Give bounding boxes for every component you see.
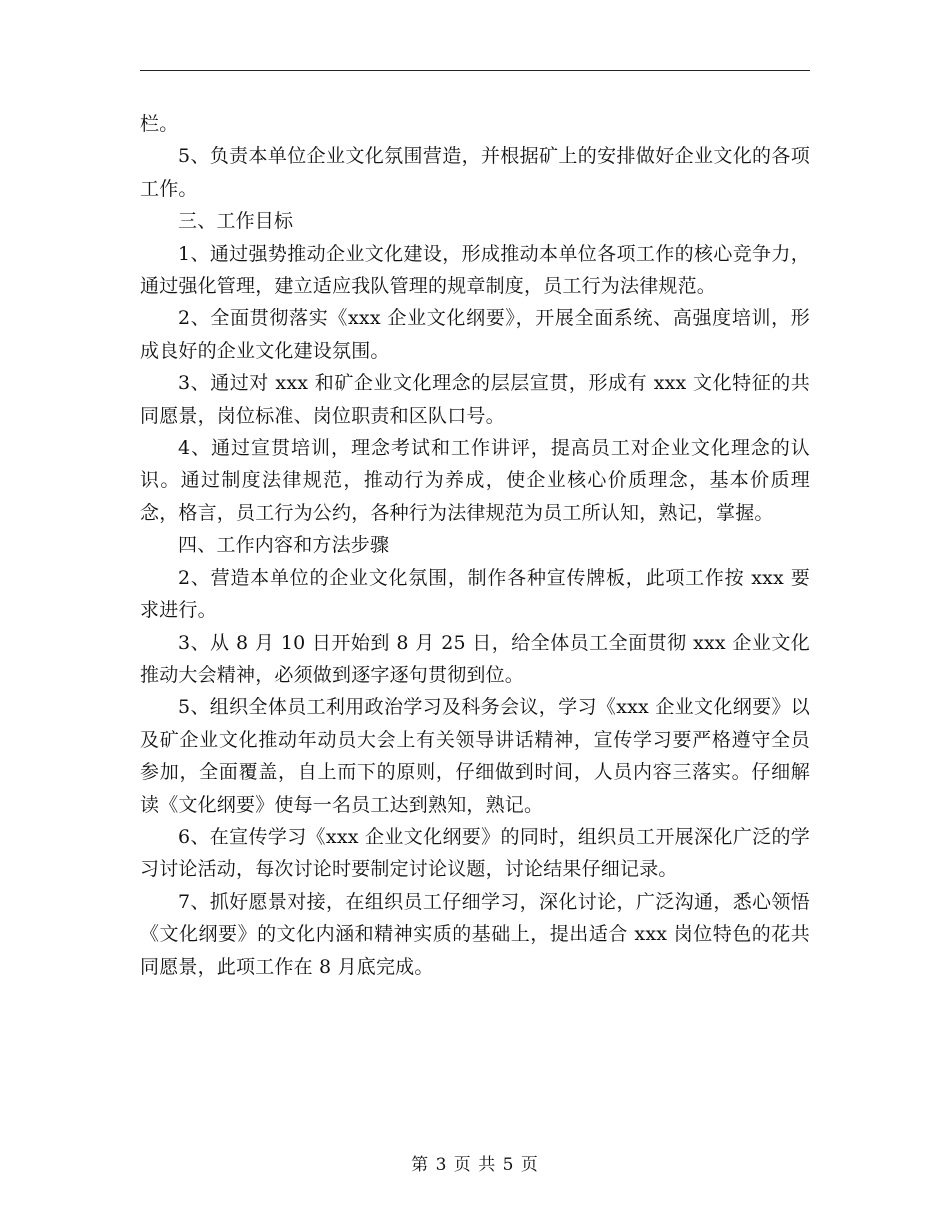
paragraph: 4、通过宣贯培训，理念考试和工作讲评，提高员工对企业文化理念的认识。通过制度法律规范，推动行为养成，使企业核心价质理念，基本价质理念，格言，员工行为公约，各种行为法律规范为员工所认知，熟记，掌握。 [140,437,810,524]
section-heading: 三、工作目标 [178,210,294,233]
paragraph: 6、在宣传学习《xxx 企业文化纲要》的同时，组织员工开展深化广泛的学习讨论活动，每次讨论时要制定讨论议题，讨论结果仔细记录。 [140,825,810,881]
paragraph: 3、从 8 月 10 日开始到 8 月 25 日，给全体员工全面贯彻 xxx 企业文化推动大会精神，必须做到逐字逐句贯彻到位。 [140,631,810,686]
paragraph: 2、营造本单位的企业文化氛围，制作各种宣传牌板，此项工作按 xxx 要求进行。 [140,566,810,622]
paragraph: 栏。 [140,113,179,135]
paragraph: 7、抓好愿景对接，在组织员工仔细学习，深化讨论，广泛沟通，悉心领悟《文化纲要》的文化内涵和精神实质的基础上，提出适合 xxx 岗位特色的花共同愿景，此项工作在 8 月底完成。 [140,890,810,978]
page-number-footer: 第 3 页 共 5 页 [411,1155,539,1175]
section-heading: 四、工作内容和方法步骤 [178,534,390,557]
paragraph: 2、全面贯彻落实《xxx 企业文化纲要》，开展全面系统、高强度培训，形成良好的企业文化建设氛围。 [140,307,810,362]
paragraph: 3、通过对 xxx 和矿企业文化理念的层层宣贯，形成有 xxx 文化特征的共同愿景，岗位标准、岗位职责和区队口号。 [140,372,810,427]
paragraph: 5、组织全体员工利用政治学习及科务会议，学习《xxx 企业文化纲要》以及矿企业文化推动年动员大会上有关领导讲话精神，宣传学习要严格遵守全员参加，全面覆盖，自上而下的原则，仔细做到时间，人员内容三落实。仔细解读《文化纲要》使每一名员工达到熟知，熟记。 [140,696,810,816]
document-body [140,108,810,983]
paragraph: 1、通过强势推动企业文化建设，形成推动本单位各项工作的核心竞争力，通过强化管理，建立适应我队管理的规章制度，员工行为法律规范。 [140,242,810,298]
paragraph: 5、负责本单位企业文化氛围营造，并根据矿上的安排做好企业文化的各项工作。 [140,145,810,200]
header-rule [140,70,810,71]
